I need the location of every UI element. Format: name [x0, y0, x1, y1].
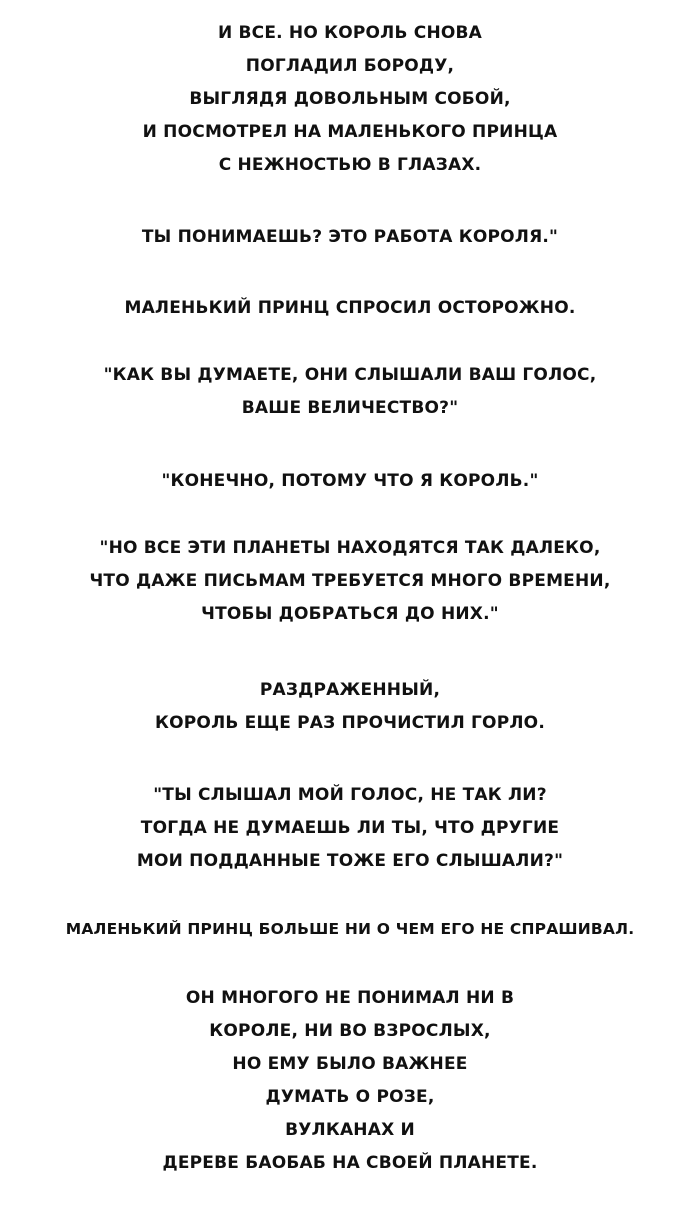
dialogue-line: ЧТОБЫ ДОБРАТЬСЯ ДО НИХ."	[201, 604, 499, 624]
narration-line: С НЕЖНОСТЬЮ В ГЛАЗАХ.	[218, 155, 482, 175]
dialogue-line: ЧТО ДАЖЕ ПИСЬМАМ ТРЕБУЕТСЯ МНОГО ВРЕМЕНИ,	[89, 571, 611, 591]
dialogue-line: ТОГДА НЕ ДУМАЕШЬ ЛИ ТЫ, ЧТО ДРУГИЕ	[140, 818, 560, 838]
dialogue-line: ВАШЕ ВЕЛИЧЕСТВО?"	[241, 398, 459, 418]
narration-line: МАЛЕНЬКИЙ ПРИНЦ СПРОСИЛ ОСТОРОЖНО.	[124, 298, 576, 318]
narration-line: КОРОЛЬ ЕЩЕ РАЗ ПРОЧИСТИЛ ГОРЛО.	[155, 713, 545, 733]
narration-line: ПОГЛАДИЛ БОРОДУ,	[245, 56, 455, 76]
dialogue-line: "КАК ВЫ ДУМАЕТЕ, ОНИ СЛЫШАЛИ ВАШ ГОЛОС,	[103, 365, 597, 385]
narration-line: МАЛЕНЬКИЙ ПРИНЦ БОЛЬШЕ НИ О ЧЕМ ЕГО НЕ СПРАШИВАЛ.	[65, 920, 635, 938]
narration-line: ОН МНОГОГО НЕ ПОНИМАЛ НИ В	[185, 988, 515, 1008]
dialogue-line: ТЫ ПОНИМАЕШЬ? ЭТО РАБОТА КОРОЛЯ."	[141, 227, 559, 247]
narration-line: ДЕРЕВЕ БАОБАБ НА СВОЕЙ ПЛАНЕТЕ.	[162, 1153, 538, 1173]
narration-line: НО ЕМУ БЫЛО ВАЖНЕЕ	[232, 1054, 468, 1074]
dialogue-line: "ТЫ СЛЫШАЛ МОЙ ГОЛОС, НЕ ТАК ЛИ?	[153, 785, 547, 805]
narration-line: И ВСЕ. НО КОРОЛЬ СНОВА	[217, 23, 483, 43]
narration-line: ВЫГЛЯДЯ ДОВОЛЬНЫМ СОБОЙ,	[189, 89, 511, 109]
narration-line: ВУЛКАНАХ И	[285, 1120, 415, 1140]
dialogue-line: МОИ ПОДДАННЫЕ ТОЖЕ ЕГО СЛЫШАЛИ?"	[136, 851, 564, 871]
dialogue-line: "КОНЕЧНО, ПОТОМУ ЧТО Я КОРОЛЬ."	[161, 471, 539, 491]
narration-line: РАЗДРАЖЕННЫЙ,	[259, 680, 441, 700]
narration-line: КОРОЛЕ, НИ ВО ВЗРОСЛЫХ,	[209, 1021, 491, 1041]
dialogue-line: "НО ВСЕ ЭТИ ПЛАНЕТЫ НАХОДЯТСЯ ТАК ДАЛЕКО,	[99, 538, 601, 558]
narration-line: ДУМАТЬ О РОЗЕ,	[265, 1087, 435, 1107]
narration-line: И ПОСМОТРЕЛ НА МАЛЕНЬКОГО ПРИНЦА	[142, 122, 558, 142]
